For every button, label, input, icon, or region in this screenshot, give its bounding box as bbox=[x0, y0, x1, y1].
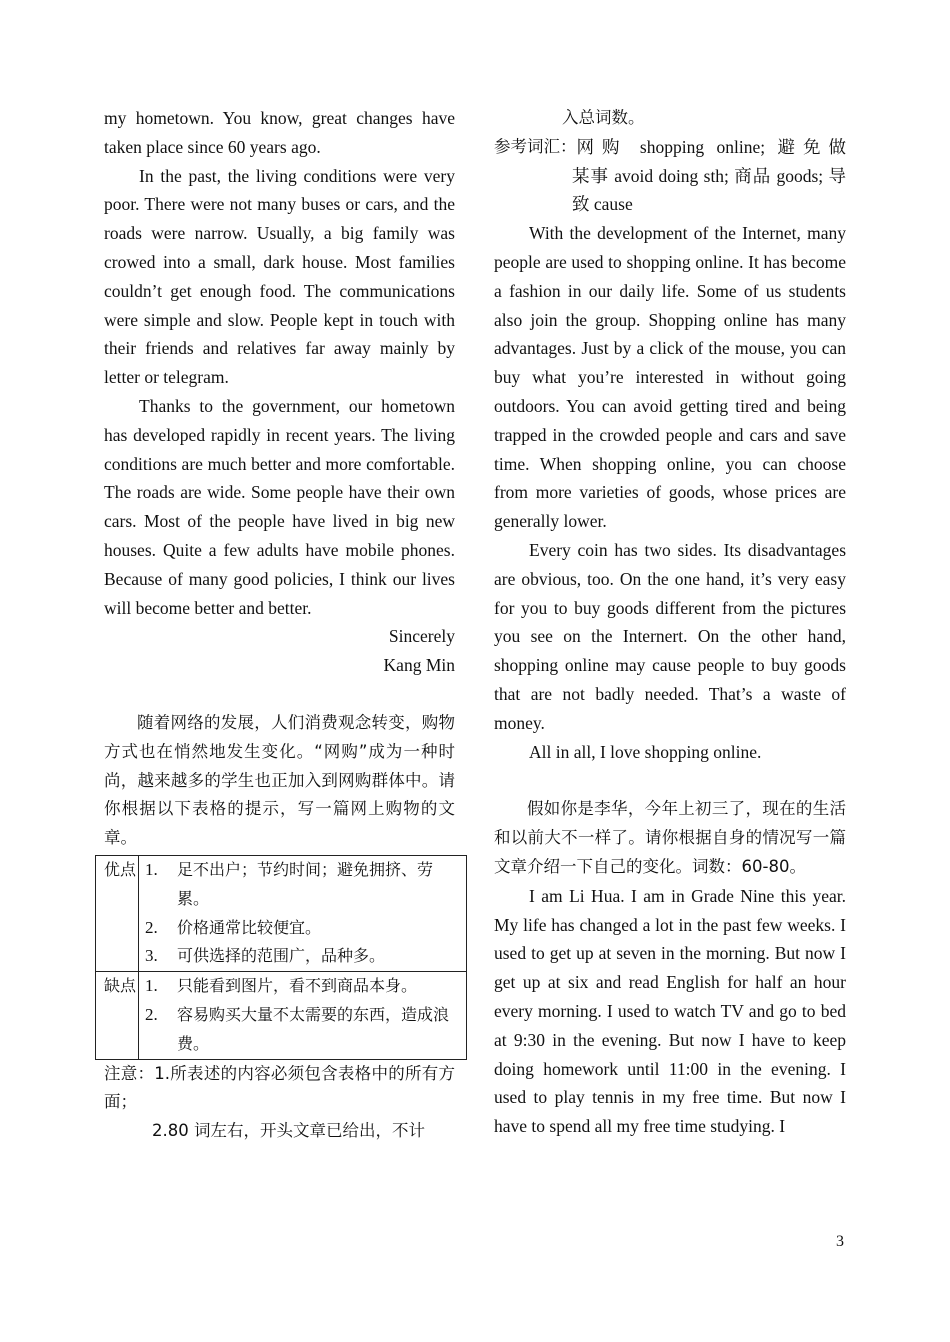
essay-paragraph-3: All in all, I love shopping online. bbox=[529, 741, 762, 762]
letter-paragraph-3: Thanks to the government, our hometown has developed rapidly in recent years. The living conditions are much better and more comfortable. The roads are wide. Some people have their own cars. Most of the people have lived in big new houses. Quite a few adults have mobile phones. Because of many good policies, I think our lives will become better and better. bbox=[104, 395, 455, 618]
spacer bbox=[494, 766, 846, 795]
note-line-2-continued: 入总词数。 bbox=[562, 108, 645, 127]
letter-paragraph-2: In the past, the living conditions were very poor. There were not many buses or cars, and the roads were narrow. Usually, a big family was crowed into a small, dark house. Most families couldn’t get enough food. The communications were simple and slow. People kept in touch with their friends and relatives far away mainly by letter or telegram. bbox=[104, 165, 455, 388]
letter-paragraph-1: my hometown. You know, great changes have taken place since 60 years ago. bbox=[104, 108, 455, 157]
note-line-1: 注意：1.所表述的内容必须包含表格中的所有方面； bbox=[104, 1063, 455, 1112]
list-item bbox=[145, 972, 462, 1001]
disadvantages-label: 缺点 bbox=[96, 972, 139, 1059]
essay-paragraph-1: With the development of the Internet, many people are used to shopping online. It has become a fashion in our daily life. Some of us students also join the group. Shopping online has many advantages. Just by a click of the mouse, you can buy what you’re interested in without going outdoors. You can avoid getting tired and being trapped in the crowded people and cars and save time. When shopping online, you can choose from more varieties of goods, whose prices are generally lower. bbox=[494, 223, 846, 532]
list-item bbox=[145, 914, 462, 943]
left-column bbox=[104, 104, 455, 1146]
item-number: 2. bbox=[145, 917, 158, 937]
item-text: 可供选择的范围广，品种多。 bbox=[177, 946, 386, 966]
spacer bbox=[104, 680, 455, 709]
essay-paragraph-2: Every coin has two sides. Its disadvantages are obvious, too. On the one hand, it’s very easy for you to buy goods different from the pictures you see on the Internert. On the other hand, shopping online may cause people to buy goods that are not badly needed. That’s a waste of money. bbox=[494, 539, 846, 733]
list-item bbox=[145, 1001, 462, 1059]
advantages-row bbox=[96, 855, 467, 971]
disadvantages-items bbox=[139, 972, 467, 1059]
advantages-items bbox=[139, 855, 467, 971]
vocabulary-line-2: 某事 avoid doing sth; 商品 goods; 导致 cause bbox=[572, 165, 846, 215]
item-number: 3. bbox=[145, 946, 158, 966]
letter-signature: Kang Min bbox=[383, 655, 455, 676]
item-number: 2. bbox=[145, 1004, 158, 1024]
advantages-label: 优点 bbox=[96, 855, 139, 971]
item-text: 价格通常比较便宜。 bbox=[177, 917, 322, 937]
list-item bbox=[145, 942, 462, 971]
item-number: 1. bbox=[145, 859, 158, 879]
vocabulary-line-1: 网购 shopping online; 避免做 bbox=[576, 136, 846, 157]
disadvantages-row bbox=[96, 972, 467, 1059]
vocabulary-reference bbox=[494, 133, 846, 162]
page-number: 3 bbox=[836, 1233, 844, 1250]
writing-prompt: 随着网络的发展，人们消费观念转变，购物方式也在悄然地发生变化。“网购”成为一种时尚，越来越多的学生也正加入到网购群体中。请你根据以下表格的提示，写一篇网上购物的文章。 bbox=[104, 712, 455, 848]
pros-cons-table bbox=[95, 855, 467, 1060]
letter-closing: Sincerely bbox=[388, 626, 455, 647]
list-item bbox=[145, 856, 462, 914]
item-number: 1. bbox=[145, 976, 158, 996]
right-column bbox=[494, 104, 846, 1141]
writing-prompt-2: 假如你是李华，今年上初三了，现在的生活和以前大不一样了。请你根据自身的情况写一篇文章介绍一下自己的变化。词数：60-80。 bbox=[494, 799, 846, 876]
item-text: 足不出户；节约时间；避免拥挤、劳累。 bbox=[177, 859, 434, 908]
vocabulary-label: 参考词汇： bbox=[494, 136, 577, 156]
item-text: 容易购买大量不太需要的东西，造成浪费。 bbox=[177, 1004, 450, 1053]
note-line-2: 2.80 词左右，开头文章已给出，不计 bbox=[152, 1121, 425, 1141]
essay2-paragraph-1: I am Li Hua. I am in Grade Nine this year. My life has changed a lot in the past few weeks. I used to get up at seven in the morning. But now I get up at six and read English for half an hour every morning. I used to watch TV and go to bed at 9:30 in the evening. But now I have to keep doing homework until 11:00 in the evening. I used to play tennis in my free time. But now I have to spend all my free time studying. I bbox=[494, 885, 846, 1137]
item-text: 只能看到图片，看不到商品本身。 bbox=[177, 976, 418, 996]
